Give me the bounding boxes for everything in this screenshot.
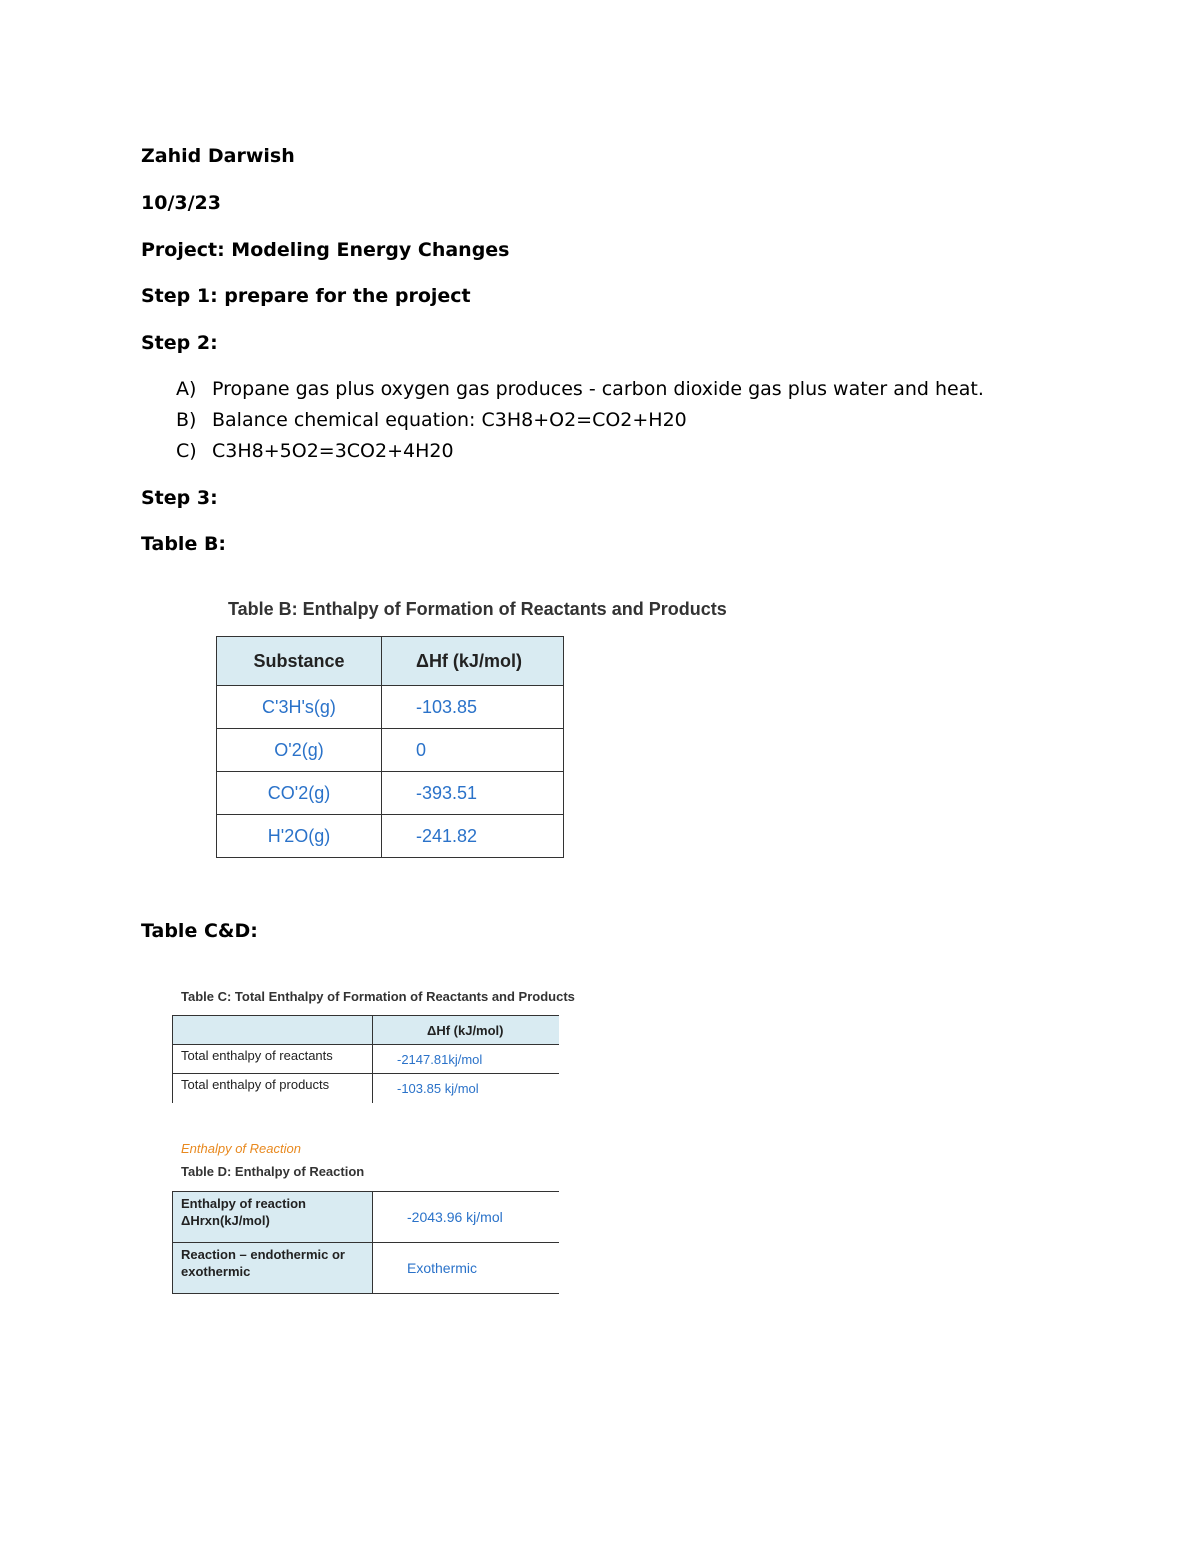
list-item (176, 440, 454, 462)
table-row (217, 686, 564, 729)
label-line: Reaction – endothermic or (181, 1247, 345, 1262)
table-b-caption: Table B: Enthalpy of Formation of Reactants and Products (228, 599, 727, 619)
cell-label (173, 1243, 373, 1294)
table-row (217, 815, 564, 858)
table-cd-label: Table C&D: (141, 920, 258, 942)
table-c-caption: Table C: Total Enthalpy of Formation of Reactants and Products (181, 989, 575, 1004)
cell-label: Total enthalpy of products (173, 1074, 373, 1103)
step-1: Step 1: prepare for the project (141, 285, 471, 307)
cell-value: -103.85 kj/mol (397, 1080, 479, 1096)
table-header-row (173, 1016, 559, 1045)
table-row (173, 1045, 559, 1074)
list-item (176, 409, 687, 431)
cell-substance: O'2(g) (217, 729, 382, 772)
cell-substance: H'2O(g) (217, 815, 382, 858)
col-enthalpy: ΔHf (kJ/mol) (373, 1016, 559, 1045)
table-c (172, 1015, 559, 1103)
label-line: Enthalpy of reaction (181, 1196, 306, 1211)
date: 10/3/23 (141, 192, 221, 214)
table-row (173, 1074, 559, 1103)
table-d-caption: Table D: Enthalpy of Reaction (181, 1164, 365, 1179)
enthalpy-of-reaction-heading: Enthalpy of Reaction (181, 1141, 301, 1156)
author-name: Zahid Darwish (141, 145, 295, 167)
cell-value: -241.82 (382, 815, 564, 858)
table-header-row (217, 637, 564, 686)
empty-header-cell (173, 1016, 373, 1045)
label-line: exothermic (181, 1264, 251, 1279)
cell-substance: C'3H's(g) (217, 686, 382, 729)
table-b-label: Table B: (141, 533, 227, 555)
cell-label: Total enthalpy of reactants (173, 1045, 373, 1074)
cell-value: 0 (382, 729, 564, 772)
col-substance: Substance (217, 637, 382, 686)
table-row (217, 772, 564, 815)
list-marker: A) (176, 378, 197, 400)
cell-value: -2147.81kj/mol (373, 1045, 559, 1074)
list-text: C3H8+5O2=3CO2+4H20 (212, 440, 454, 462)
table-row (173, 1243, 559, 1294)
table-b (216, 636, 564, 858)
col-enthalpy: ΔHf (kJ/mol) (382, 637, 564, 686)
list-marker: C) (176, 440, 197, 462)
list-item (176, 378, 984, 400)
list-text: Propane gas plus oxygen gas produces - carbon dioxide gas plus water and heat. (212, 378, 984, 400)
list-marker: B) (176, 409, 197, 431)
table-d (172, 1191, 559, 1294)
label-line: ΔHrxn(kJ/mol) (181, 1213, 270, 1228)
cell-value: -393.51 (382, 772, 564, 815)
step-3: Step 3: (141, 487, 218, 509)
step-2: Step 2: (141, 332, 218, 354)
cell-value: Exothermic (373, 1243, 559, 1294)
list-text: Balance chemical equation: C3H8+O2=CO2+H20 (212, 409, 687, 431)
table-row (217, 729, 564, 772)
cell-label (173, 1192, 373, 1243)
table-row (173, 1192, 559, 1243)
cell-value: -103.85 (382, 686, 564, 729)
cell-substance: CO'2(g) (217, 772, 382, 815)
project-title: Project: Modeling Energy Changes (141, 239, 510, 261)
cell-value: -2043.96 kj/mol (373, 1192, 559, 1243)
